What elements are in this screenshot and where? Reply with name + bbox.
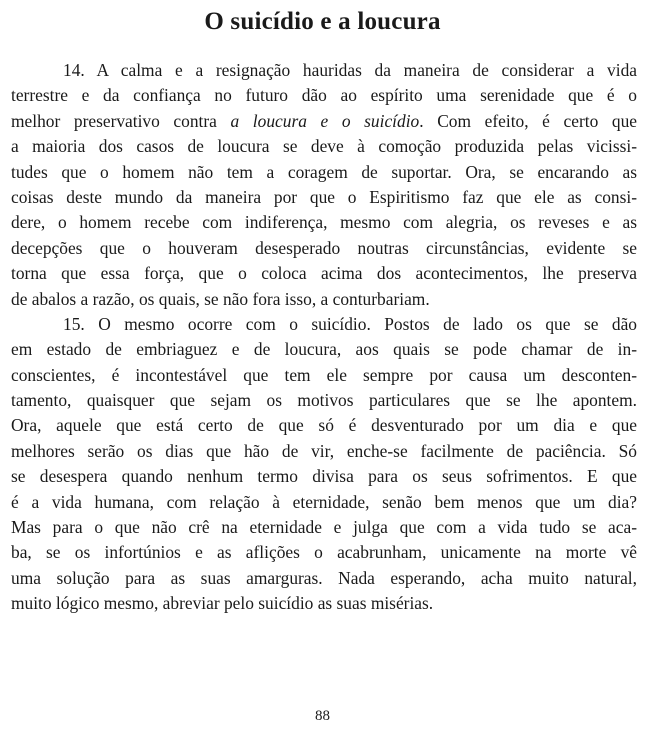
text-line: muito lógico mesmo, abreviar pelo suicídio as suas misérias. — [11, 593, 434, 614]
text-line: torna que essa força, que o coloca acima dos acontecimentos, lhe preserva — [11, 263, 637, 284]
page-number: 88 — [315, 708, 330, 724]
text-line: Mas para o que não crê na eternidade e julga que com a vida tudo se aca- — [11, 517, 637, 538]
text-line: ba, se os infortúnios e as aflições o acabrunham, unicamente na morte vê — [11, 542, 637, 563]
text-line: 14. A calma e a resignação hauridas da maneira de considerar a vida — [63, 60, 637, 80]
text-line: melhor preservativo contra a loucura e o suicídio. Com efeito, é certo que — [11, 110, 637, 131]
body-text — [11, 58, 637, 617]
text-line: Ora, aquele que está certo de que só é desventurado por um dia e que — [11, 415, 637, 436]
paragraph-14 — [11, 58, 637, 312]
text-line: tudes que o homem não tem a coragem de suportar. Ora, se encarando as — [11, 161, 637, 182]
text-line: de abalos a razão, os quais, se não fora isso, a conturbariam. — [11, 288, 430, 309]
text-line: terrestre e da confiança no futuro dão ao espírito uma serenidade que é o — [11, 85, 637, 106]
text-line: a maioria dos casos de loucura se deve à comoção produzida pelas vicissi- — [11, 136, 637, 157]
chapter-title: O suicídio e a loucura — [204, 8, 441, 35]
paragraph-15 — [11, 312, 637, 617]
text-line: uma solução para as suas amarguras. Nada esperando, acha muito natural, — [11, 567, 637, 588]
text-line: se desespera quando nenhum termo divisa para os seus sofrimentos. E que — [11, 466, 637, 487]
text-line: dere, o homem recebe com indiferença, mesmo com alegria, os reveses e as — [11, 212, 637, 233]
text-line: é a vida humana, com relação à eternidade, senão bem menos que um dia? — [11, 491, 637, 512]
text-line: melhores serão os dias que hão de vir, enche-se facilmente de paciência. Só — [11, 440, 637, 461]
text-line: 15. O mesmo ocorre com o suicídio. Postos de lado os que se dão — [63, 313, 637, 334]
text-line: em estado de embriaguez e de loucura, aos quais se pode chamar de in- — [11, 339, 637, 360]
text-line: decepções que o houveram desesperado noutras circunstâncias, evidente se — [11, 237, 637, 258]
text-line: coisas deste mundo da maneira por que o Espiritismo faz que ele as consi- — [11, 186, 637, 207]
text-line: conscientes, é incontestável que tem ele sempre por causa um desconten- — [11, 364, 637, 385]
text-line: tamento, quaisquer que sejam os motivos particulares que se lhe apontem. — [11, 390, 637, 411]
